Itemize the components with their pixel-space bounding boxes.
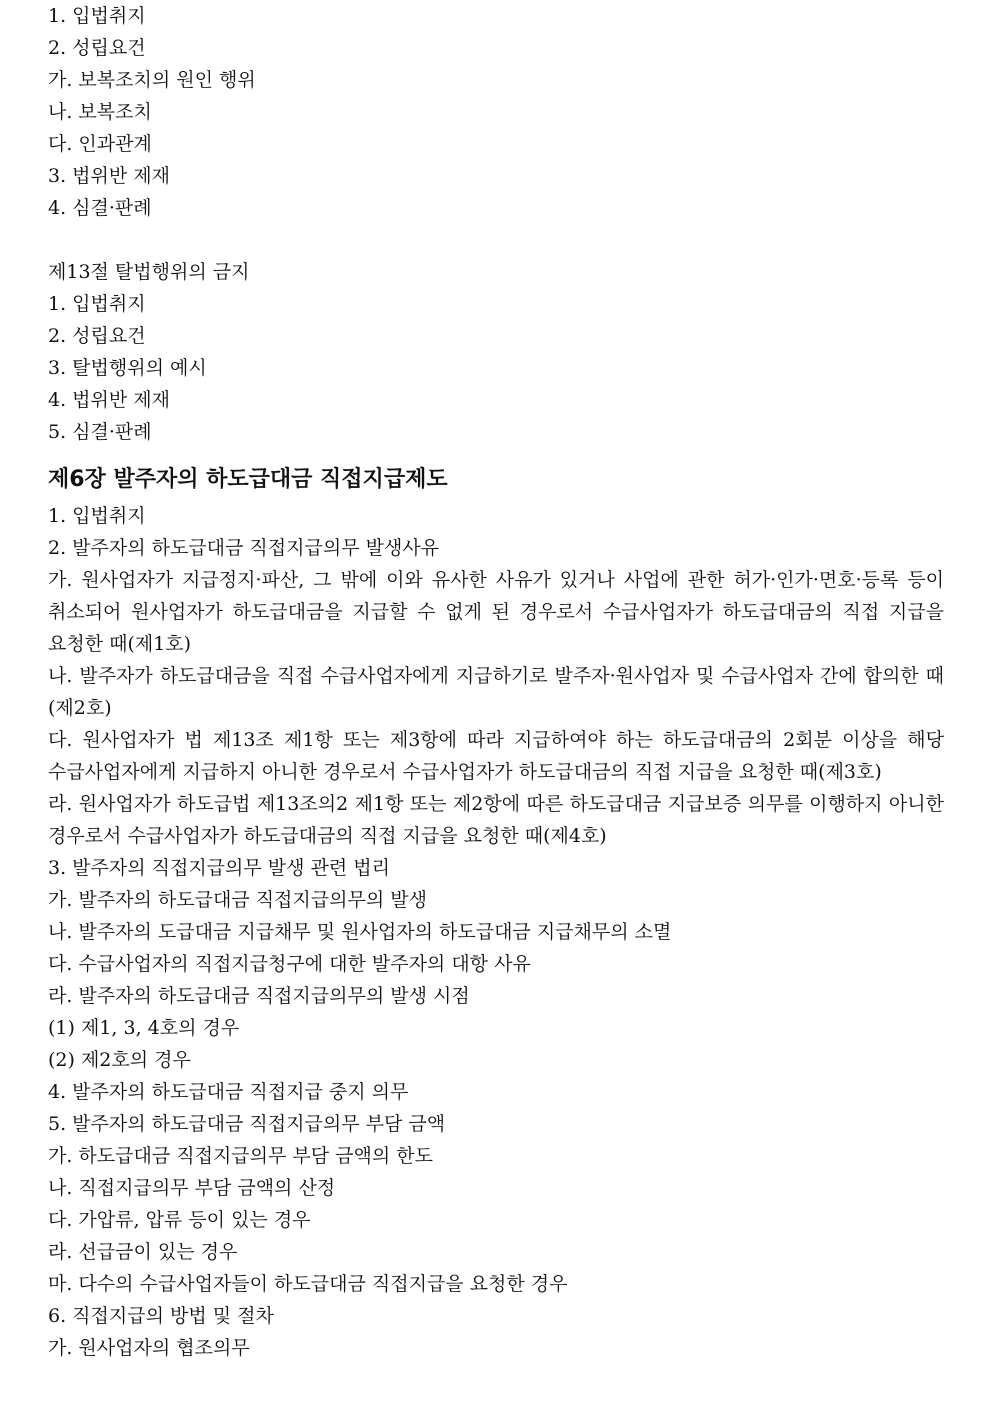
outline-item: 라. 발주자의 하도급대금 직접지급의무의 발생 시점 — [48, 985, 470, 1007]
outline-paragraph: 나. 발주자가 하도급대금을 직접 수급사업자에게 지급하기로 발주자·원사업자 및 수급사업자 간에 합의한 때(제2호) — [48, 665, 944, 719]
outline-item: 다. 인과관계 — [48, 133, 152, 155]
outline-item: 나. 발주자의 도급대금 지급채무 및 원사업자의 하도급대금 지급채무의 소멸 — [48, 921, 672, 943]
spacer — [48, 448, 944, 462]
outline-item: 1. 입법취지 — [48, 505, 146, 527]
outline-item: 1. 입법취지 — [48, 5, 146, 27]
outline-item: (2) 제2호의 경우 — [48, 1049, 191, 1071]
outline-item: 나. 보복조치 — [48, 101, 152, 123]
outline-item: 5. 심결·판례 — [48, 421, 152, 443]
outline-item: 3. 발주자의 직접지급의무 발생 관련 법리 — [48, 857, 390, 879]
outline-item: 가. 원사업자의 협조의무 — [48, 1337, 250, 1359]
outline-item: 6. 직접지급의 방법 및 절차 — [48, 1305, 274, 1327]
outline-block-a — [48, 0, 944, 224]
outline-item: 다. 수급사업자의 직접지급청구에 대한 발주자의 대항 사유 — [48, 953, 531, 975]
outline-item: 5. 발주자의 하도급대금 직접지급의무 부담 금액 — [48, 1113, 446, 1135]
chapter-heading: 제6장 발주자의 하도급대금 직접지급제도 — [48, 467, 448, 492]
outline-item: 가. 보복조치의 원인 행위 — [48, 69, 256, 91]
outline-paragraph: 라. 원사업자가 하도급법 제13조의2 제1항 또는 제2항에 따른 하도급대금 지급보증 의무를 이행하지 아니한 경우로서 수급사업자가 하도급대금의 직접 지급을 요청한 때(제4호) — [48, 793, 944, 847]
outline-item: 1. 입법취지 — [48, 293, 146, 315]
outline-item: 3. 탈법행위의 예시 — [48, 357, 207, 379]
outline-item: 다. 가압류, 압류 등이 있는 경우 — [48, 1209, 311, 1231]
spacer — [48, 224, 944, 256]
outline-item: 4. 심결·판례 — [48, 197, 152, 219]
outline-item: (1) 제1, 3, 4호의 경우 — [48, 1017, 240, 1039]
outline-item: 가. 발주자의 하도급대금 직접지급의무의 발생 — [48, 889, 427, 911]
section-title: 제13절 탈법행위의 금지 — [48, 261, 250, 283]
outline-item: 3. 법위반 제재 — [48, 165, 170, 187]
outline-item: 나. 직접지급의무 부담 금액의 산정 — [48, 1177, 336, 1199]
outline-item: 2. 성립요건 — [48, 325, 146, 347]
outline-item: 2. 발주자의 하도급대금 직접지급의무 발생사유 — [48, 537, 440, 559]
outline-paragraph: 가. 원사업자가 지급정지·파산, 그 밖에 이와 유사한 사유가 있거나 사업에 관한 허가·인가·면호·등록 등이 취소되어 원사업자가 하도급대금을 지급할 수 없게 된 경우로서 수급사업자가 하도급대금의 직접 지급을 요청한 때(제1호) — [48, 569, 944, 655]
chapter-6 — [48, 462, 944, 1364]
outline-item: 마. 다수의 수급사업자들이 하도급대금 직접지급을 요청한 경우 — [48, 1273, 568, 1295]
outline-block-b — [48, 256, 944, 448]
document-page — [48, 0, 944, 1364]
outline-item: 라. 선급금이 있는 경우 — [48, 1241, 238, 1263]
outline-paragraph: 다. 원사업자가 법 제13조 제1항 또는 제3항에 따라 지급하여야 하는 하도급대금의 2회분 이상을 해당 수급사업자에게 지급하지 아니한 경우로서 수급사업자가 하도급대금의 직접 지급을 요청한 때(제3호) — [48, 729, 944, 783]
outline-item: 4. 발주자의 하도급대금 직접지급 중지 의무 — [48, 1081, 409, 1103]
outline-item: 2. 성립요건 — [48, 37, 146, 59]
outline-item: 4. 법위반 제재 — [48, 389, 170, 411]
outline-item: 가. 하도급대금 직접지급의무 부담 금액의 한도 — [48, 1145, 433, 1167]
